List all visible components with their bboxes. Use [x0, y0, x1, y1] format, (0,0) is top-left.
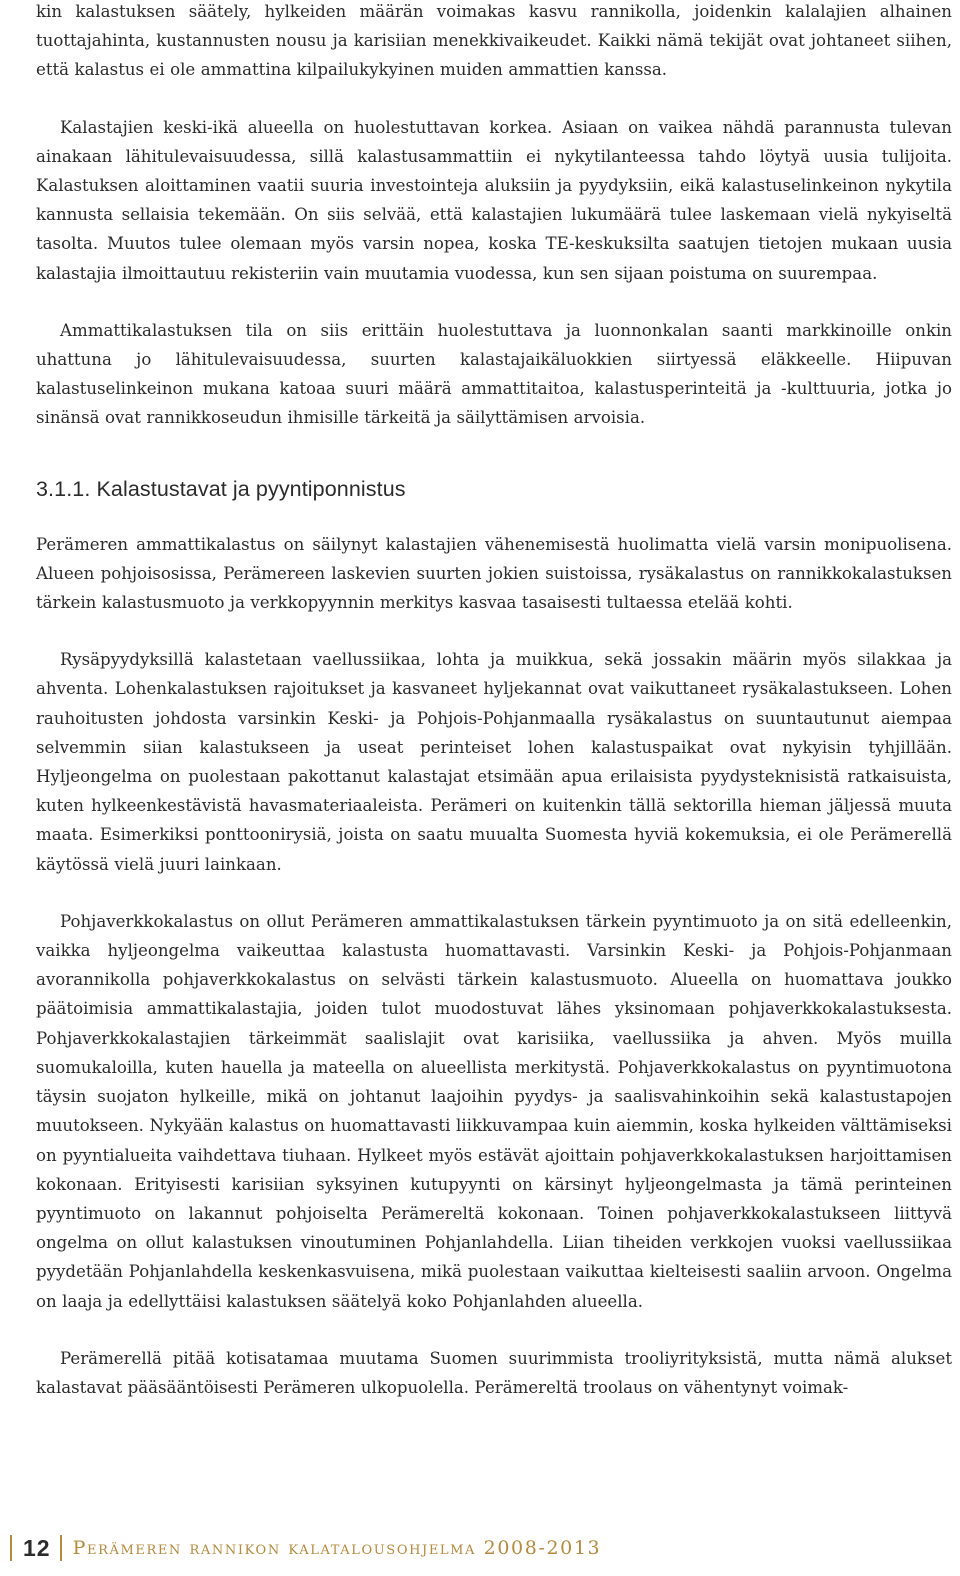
paragraph-fishing-diversity: Perämeren ammattikalastus on säilynyt kalastajien vähenemisestä huolimatta vielä varsin monipuolisena. Alueen pohjoisosissa, Perämereen laskevien suurten jokien suistoissa, rysäkalastus on rannikkokalastuksen tärkein kalastusmuoto ja verkkopyynnin merkitys kasvaa tasaisesti tultaessa etelää kohti. [36, 534, 952, 613]
paragraph-continuation: kin kalastuksen säätely, hylkeiden määrän voimakas kasvu rannikolla, joidenkin kalalajien alhainen tuottajahinta, kustannusten nousu ja karisiian menekkivaikeudet. Kaikki nämä tekijät ovat johtaneet siihen, että kalastus ei ole ammattina kilpailukykyinen muiden ammattien kanssa. [36, 2, 952, 80]
paragraph-fisher-age: Kalastajien keski-ikä alueella on huolestuttavan korkea. Asiaan on vaikea nähdä parannusta tulevan ainakaan lähitulevaisuudessa, sillä kalastusammattiin ei nykytilanteessa tahdo löytyä uusia tulijoita. Kalastuksen aloittaminen vaatii suuria investointeja aluksiin ja pyydyksiin, eikä kalastuselinkeinon nykytila kannusta sellaisia tekemään. On siis selvää, että kalastajien lukumäärä tulee laskemaan vielä nykyiseltä tasolta. Muutos tulee olemaan myös varsin nopea, koska TE-keskuksilta saatujen tietojen mukaan uusia kalastajia ilmoittautuu rekisteriin vain muutamia vuodessa, kun sen sijaan poistuma on suurempaa. [36, 117, 952, 283]
page-footer [10, 1531, 601, 1565]
paragraph-trap-net-fishing: Rysäpyydyksillä kalastetaan vaellussiikaa, lohta ja muikkua, sekä jossakin määrin myös silakkaa ja ahventa. Lohenkalastuksen rajoitukset ja kasvaneet hyljekannat ovat vaikuttaneet rysäkalastukseen. Lohen rauhoitusten johdosta varsinkin Keski- ja Pohjois-Pohjanmaalla rysäkalastus on suuntautunut aiempaa selvemmin siian kalastukseen ja useat perinteiset lohen kalastuspaikat ovat nykyisin tyhjillään. Hyljeongelma on puolestaan pakottanut kalastajat etsimään apua erilaisista pyydysteknisistä ratkaisuista, kuten hylkeenkestävistä havasmateriaaleista. Perämeri on kuitenkin tällä sektorilla hieman jäljessä muuta maata. Esimerkiksi ponttoonirysiä, joista on saatu muualta Suomesta hyviä kokemuksia, ei ole Perämerellä käytössä vielä juuri lainkaan. [36, 650, 952, 874]
publication-title: Perämeren rannikon kalatalousohjelma 2008-2013 [72, 1537, 602, 1559]
paragraph-professional-fishing-state: Ammattikalastuksen tila on siis erittäin huolestuttava ja luonnonkalan saanti markkinoille onkin uhattuna jo lähitulevaisuudessa, suurten kalastajaikäluokkien siirtyessä eläkkeelle. Hiipuvan kalastuselinkeinon mukana katoaa suuri määrä ammattitaitoa, kalastusperinteitä ja -kulttuuria, jotka jo sinänsä ovat rannikkoseudun ihmisille tärkeitä ja säilyttämisen arvoisia. [36, 320, 952, 428]
paragraph-bottom-net-fishing: Pohjaverkkokalastus on ollut Perämeren ammattikalastuksen tärkein pyyntimuoto ja on sitä edelleenkin, vaikka hyljeongelma vaikeuttaa kalastusta huomattavasti. Varsinkin Keski- ja Pohjois-Pohjanmaan avorannikolla pohjaverkkokalastus on selvästi tärkein kalastusmuoto. Alueella on huomattava joukko päätoimisia ammattikalastajia, joiden tulot muodostuvat lähes yksinomaan pohjaverkkokalastuksesta. Pohjaverkkokalastajien tärkeimmät saalislajit ovat karisiika, vaellussiika ja ahven. Myös muilla suomukaloilla, kuten hauella ja mateella on alueellista merkitystä. Pohjaverkkokalastus on pyyntimuotona täysin suojaton hylkeille, mikä on johtanut laajoihin pyydys- ja saalisvahinkoihin sekä kalastustapojen muutokseen. Nykyään kalastus on huomattavasti liikkuvampaa kuin aiemmin, koska hylkeiden välttämiseksi on pyyntialueita vaihdettava tiuhaan. Hylkeet myös estävät ajoittain pohjaverkkokalastuksen harjoittamisen kokonaan. Erityisesti karisiian syksyinen kutupyynti on kärsinyt hyljeongelmasta ja tämä perinteinen pyyntimuoto on lakannut pohjoiselta Perämereltä kokonaan. Toinen pohjaverkkokalastukseen liittyvä ongelma on ollut kalastuksen vinoutuminen Pohjanlahdella. Liian tiheiden verkkojen vuoksi vaellussiikaa pyydetään Pohjanlahdella keskenkasvuisena, mikä puolestaan vaikuttaa kielteisesti saaliin arvoon. Ongelma on laaja ja edellyttäisi kalastuksen säätelyä koko Pohjanlahden alueella. [36, 911, 952, 1311]
section-heading: 3.1.1. Kalastustavat ja pyyntiponnistus [36, 476, 406, 501]
page-number: 12 [23, 1534, 51, 1561]
paragraph-trawling: Perämerellä pitää kotisatamaa muutama Suomen suurimmista trooliyrityksistä, mutta nämä alukset kalastavat pääsääntöisesti Perämeren ulkopuolella. Perämereltä troolaus on vähentynyt voimak- [36, 1348, 952, 1397]
document-page [36, 0, 952, 1402]
